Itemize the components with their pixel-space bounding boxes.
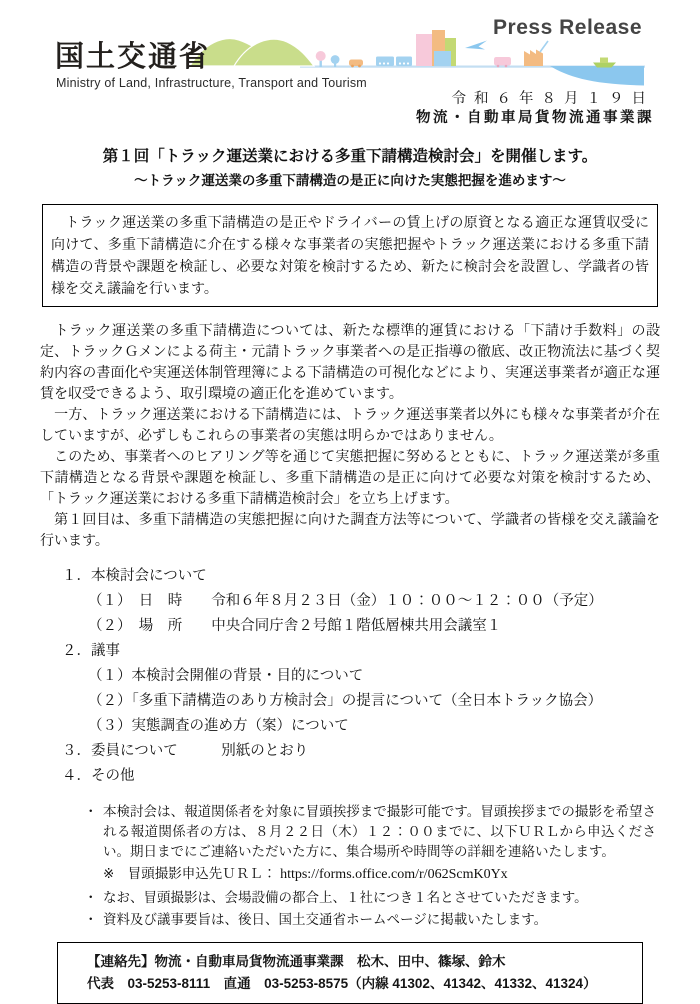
contact-line-1: 【連絡先】物流・自動車局貨物流通事業課 松木、田中、篠塚、鈴木 <box>87 954 506 969</box>
bullet-dot: ・ <box>84 890 98 905</box>
issuing-department: 物流・自動車局貨物流通事業課 <box>416 110 654 126</box>
building-blue <box>434 51 451 66</box>
body-paragraphs <box>40 320 660 551</box>
agenda-item-2-2: （２）「多重下請構造のあり方検討会」の提言について（全日本トラック協会） <box>88 693 603 709</box>
bus <box>494 57 511 66</box>
notes-list <box>84 802 656 930</box>
contact-line-2: 代表 03-5253-8111 直通 03-5253-8575（内線 41302、41342、41332、41324） <box>87 976 597 991</box>
contact-box <box>57 942 643 1004</box>
agenda-item-1: １．本検討会について <box>62 568 207 584</box>
agenda-item-4: ４．その他 <box>62 768 135 784</box>
airplane <box>465 41 487 50</box>
url-label: ※ 冒頭撮影申込先ＵＲＬ： <box>103 866 277 881</box>
note-item-1 <box>84 802 656 862</box>
agenda-item-2: ２．議事 <box>62 643 120 659</box>
bullet-dot: ・ <box>84 804 98 819</box>
summary-box: トラック運送業の多重下請構造の是正やドライバーの賃上げの原資となる適正な運賃収受に向けて、多重下請構造に介在する様々な事業者の実態把握やトラック運送業における多重下請構造の背景や課題を検証し、必要な対策を検討するため、新たに検討会を設置し、学識者の皆様を交え議論を行います。 <box>42 204 658 307</box>
ministry-logo-text: 国土交通省 <box>55 41 211 73</box>
header <box>0 0 700 132</box>
note-url-line <box>84 864 656 885</box>
note-item-3 <box>84 910 656 930</box>
paragraph-3: このため、事業者へのヒアリング等を通じて実態把握に努めるとともに、トラック運送業が多重下請構造となる背景や課題を検証し、多重下請構造の是正に向けて必要な対策を検討するため、「トラック運送業における多重下請構造検討会」を立ち上げます。 <box>40 448 660 506</box>
agenda-item-2-1: （１）本検討会開催の背景・目的について <box>88 668 364 684</box>
tree-blue <box>331 55 340 64</box>
release-date: 令和６年８月１９日 <box>451 91 654 107</box>
car <box>349 60 363 67</box>
note-item-2 <box>84 888 656 908</box>
tree-pink <box>316 51 326 61</box>
note-item-2-text: なお、冒頭撮影は、会場設備の都合上、１社につき１名とさせていただきます。 <box>103 890 588 905</box>
agenda-list <box>62 566 660 786</box>
agenda-item-2-3: （３）実態調査の進め方（案）について <box>88 718 349 734</box>
date-block <box>416 90 654 128</box>
agenda-item-3: ３．委員について 別紙のとおり <box>62 743 309 759</box>
note-item-1-text: 本検討会は、報道関係者を対象に冒頭挨拶まで撮影可能です。冒頭挨拶までの撮影を希望される報道関係者の方は、８月２２日（木）１２：００までに、以下ＵＲＬから申込ください。期日までにご連絡いただいた方に、集合場所や時間等の詳細を連絡いたします。 <box>103 804 656 859</box>
paragraph-4: 第１回目は、多重下請構造の実態把握に向けた調査方法等について、学識者の皆様を交え議論を行います。 <box>40 511 660 548</box>
water <box>550 66 644 86</box>
document-subtitle: ～トラック運送業の多重下請構造の是正に向けた実態把握を進めます～ <box>134 173 566 188</box>
building-pink <box>416 34 432 66</box>
bullet-dot: ・ <box>84 912 98 927</box>
document-title: 第１回「トラック運送業における多重下請構造検討会」を開催します。 <box>102 148 598 165</box>
press-release-label: Press Release <box>493 16 642 39</box>
train-car-1 <box>376 57 394 67</box>
agenda-item-1-1: （１） 日 時 令和６年８月２３日（金）１０：００～１２：００（予定） <box>88 593 603 609</box>
note-item-3-text: 資料及び議事要旨は、後日、国土交通省ホームページに掲載いたします。 <box>103 912 548 927</box>
paragraph-2: 一方、トラック運送業における下請構造には、トラック運送事業者以外にも様々な事業者が介在していますが、必ずしもこれらの事業者の実態は明らかではありません。 <box>40 406 660 443</box>
application-url-link[interactable]: https://forms.office.com/r/062ScmK0Yx <box>280 867 508 882</box>
paragraph-1: トラック運送業の多重下請構造については、新たな標準的運賃における「下請け手数料」の設定、トラックＧメンによる荷主・元請トラック事業者への是正指導の徹底、改正物流法に基づく契約内容の書面化や実運送体制管理簿による下請構造の可視化などにより、実運送事業者が適正な運賃を収受できるよう、取引環境の適正化を進めています。 <box>40 322 660 401</box>
agenda-item-1-2: （２） 場 所 中央合同庁舎２号館１階低層棟共用会議室１ <box>88 618 502 634</box>
ministry-logo-subtitle: Ministry of Land, Infrastructure, Transport and Tourism <box>56 76 367 90</box>
ship-cabin <box>600 58 608 64</box>
